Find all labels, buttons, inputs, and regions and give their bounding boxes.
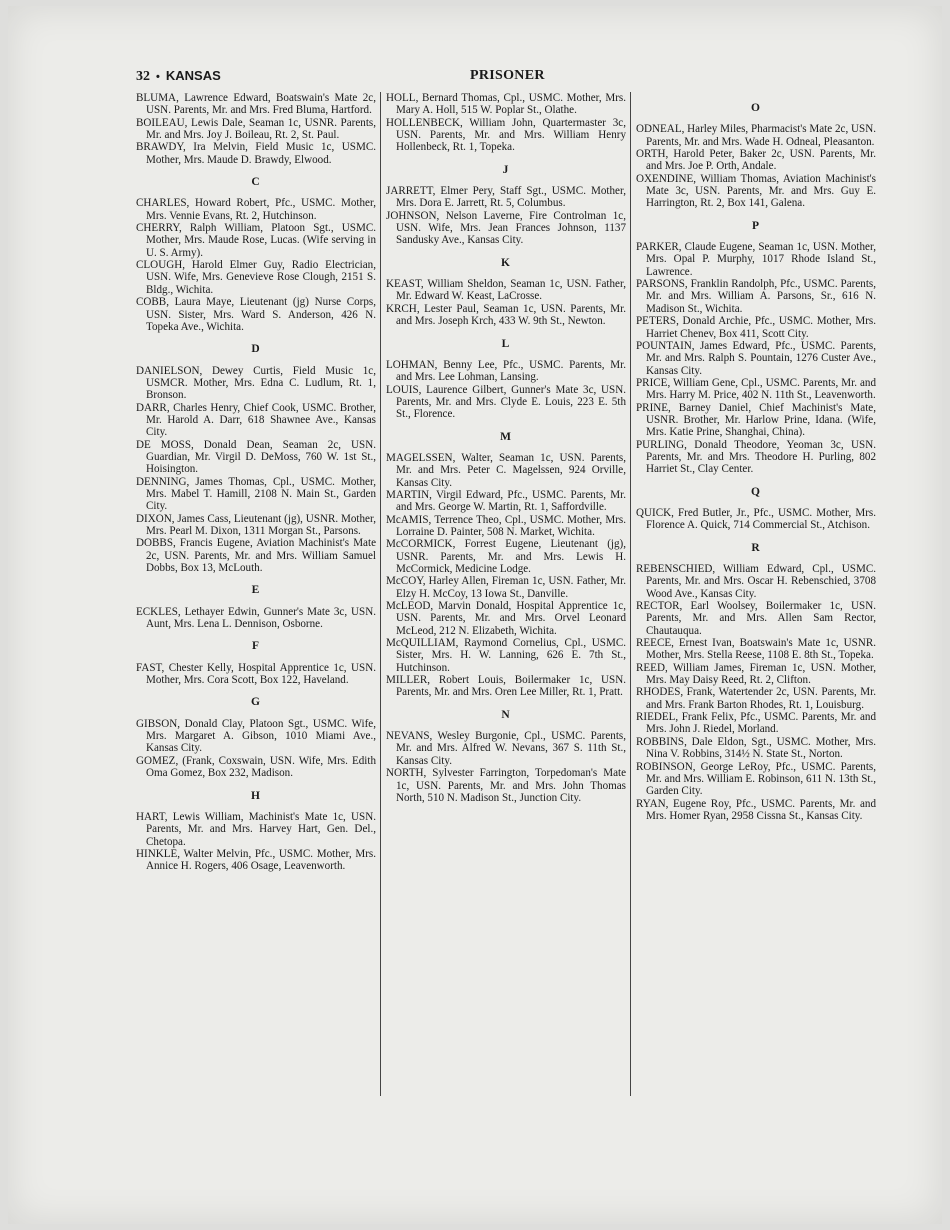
prisoner-entry: JOHNSON, Nelson Laverne, Fire Controlman 1c, USN. Wife, Mrs. Jean Frances Johnson, 1137 Sandusky Ave., Kansas City. bbox=[386, 209, 626, 247]
section-letter-q: Q bbox=[751, 485, 761, 498]
section-letter-k: K bbox=[501, 256, 511, 269]
page-header bbox=[136, 68, 876, 88]
prisoner-entry: McCOY, Harley Allen, Fireman 1c, USN. Father, Mr. Elzy H. McCoy, 13 Iowa St., Danville. bbox=[386, 575, 626, 600]
column-divider bbox=[380, 92, 381, 1096]
prisoner-entry: NEVANS, Wesley Burgonie, Cpl., USMC. Parents, Mr. and Mrs. Alfred W. Nevans, 367 S. 11th St., Kansas City. bbox=[386, 730, 626, 767]
section-letter-j: J bbox=[502, 163, 510, 176]
prisoner-entry: BLUMA, Lawrence Edward, Boatswain's Mate 2c, USN. Parents, Mr. and Mrs. Fred Bluma, Hartford. bbox=[136, 92, 376, 117]
column-2 bbox=[386, 92, 626, 804]
prisoner-entry: PETERS, Donald Archie, Pfc., USMC. Mother, Mrs. Harriet Chenev, Box 411, Scott City. bbox=[636, 315, 876, 340]
prisoner-entry: PARSONS, Franklin Randolph, Pfc., USMC. Parents, Mr. and Mrs. William A. Parsons, Sr., 616 N. Madison St., Wichita. bbox=[636, 278, 876, 315]
prisoner-entry: CLOUGH, Harold Elmer Guy, Radio Electrician, USN. Wife, Mrs. Genevieve Rose Clough, 2151 S. Bldg., Wichita. bbox=[136, 259, 376, 296]
prisoner-entry: OXENDINE, William Thomas, Aviation Machinist's Mate 3c, USN. Parents, Mr. and Mrs. Guy E. Harrington, Rt. 2, Box 141, Galena. bbox=[636, 172, 876, 210]
prisoner-entry: MARTIN, Virgil Edward, Pfc., USMC. Parents, Mr. and Mrs. George W. Martin, Rt. 1, Saffordville. bbox=[386, 488, 626, 514]
prisoner-entry: ECKLES, Lethayer Edwin, Gunner's Mate 3c, USN. Aunt, Mrs. Lena L. Dennison, Osborne. bbox=[136, 605, 376, 631]
prisoner-entry: DE MOSS, Donald Dean, Seaman 2c, USN. Guardian, Mr. Virgil D. DeMoss, 760 W. 1st St., Hoisington. bbox=[136, 438, 376, 476]
prisoner-entry: MAGELSSEN, Walter, Seaman 1c, USN. Parents, Mr. and Mrs. Peter C. Magelssen, 924 Orville, Kansas City. bbox=[386, 451, 626, 489]
section-letter-f: F bbox=[251, 640, 261, 653]
prisoner-entry: PRINE, Barney Daniel, Chief Machinist's Mate, USNR. Brother, Mr. Harlow Prine, Idana. (Wife, Mrs. Katie Prine, Shanghai, China). bbox=[636, 401, 876, 439]
prisoner-entry: REED, William James, Fireman 1c, USN. Mother, Mrs. May Daisy Reed, Rt. 2, Clifton. bbox=[636, 661, 876, 687]
prisoner-entry: KRCH, Lester Paul, Seaman 1c, USN. Parents, Mr. and Mrs. Joseph Krch, 433 W. 9th St., Newton. bbox=[386, 302, 626, 328]
prisoner-entry: REECE, Ernest Ivan, Boatswain's Mate 1c, USNR. Mother, Mrs. Stella Reese, 1108 E. 8th St., Topeka. bbox=[636, 637, 876, 662]
prisoner-entry: LOUIS, Laurence Gilbert, Gunner's Mate 3c, USN. Parents, Mr. and Mrs. Clyde E. Louis, 223 E. 5th St., Florence. bbox=[386, 383, 626, 421]
prisoner-entry: MILLER, Robert Louis, Boilermaker 1c, USN. Parents, Mr. and Mrs. Oren Lee Miller, Rt. 1, Pratt. bbox=[386, 674, 626, 699]
prisoner-entry: BRAWDY, Ira Melvin, Field Music 1c, USMC. Mother, Mrs. Maude D. Brawdy, Elwood. bbox=[136, 141, 376, 166]
section-letter-h: H bbox=[251, 789, 261, 802]
prisoner-entry: HOLLENBECK, William John, Quartermaster 3c, USN. Parents, Mr. and Mrs. William Henry Hollenbeck, Rt. 1, Topeka. bbox=[386, 116, 626, 154]
section-letter-e: E bbox=[251, 584, 261, 597]
prisoner-entry: DENNING, James Thomas, Cpl., USMC. Mother, Mrs. Mabel T. Hamill, 2108 N. Main St., Garden City. bbox=[136, 475, 376, 513]
section-letter-l: L bbox=[501, 337, 511, 350]
column-divider bbox=[630, 92, 631, 1096]
prisoner-entry: GOMEZ, (Frank, Coxswain, USN. Wife, Mrs. Edith Oma Gomez, Box 232, Madison. bbox=[136, 754, 376, 780]
prisoner-entry: GIBSON, Donald Clay, Platoon Sgt., USMC. Wife, Mrs. Margaret A. Gibson, 1010 Miami Ave., Kansas City. bbox=[136, 717, 376, 755]
section-title: PRISONER bbox=[470, 68, 545, 83]
prisoner-entry: COBB, Laura Maye, Lieutenant (jg) Nurse Corps, USN. Sister, Mrs. Ward S. Anderson, 426 N. Topeka Ave., Wichita. bbox=[136, 296, 376, 333]
prisoner-entry: FAST, Chester Kelly, Hospital Apprentice 1c, USN. Mother, Mrs. Cora Scott, Box 122, Haveland. bbox=[136, 661, 376, 687]
section-letter-d: D bbox=[251, 343, 261, 356]
prisoner-entry: REBENSCHIED, William Edward, Cpl., USMC. Parents, Mr. and Mrs. Oscar H. Rebenschied, 3708 Wood Ave., Kansas City. bbox=[636, 563, 876, 600]
prisoner-entry: ROBINSON, George LeRoy, Pfc., USMC. Parents, Mr. and Mrs. William E. Robinson, 611 N. 13th St., Garden City. bbox=[636, 760, 876, 798]
document-page bbox=[8, 6, 942, 1224]
column-1 bbox=[136, 92, 376, 873]
prisoner-entry: DOBBS, Francis Eugene, Aviation Machinist's Mate 2c, USN. Parents, Mr. and Mrs. William Samuel Dobbs, Box 13, McLouth. bbox=[136, 537, 376, 575]
prisoner-entry: DIXON, James Cass, Lieutenant (jg), USNR. Mother, Mrs. Pearl M. Dixon, 1311 Morgan St., Parsons. bbox=[136, 512, 376, 537]
prisoner-entry: ORTH, Harold Peter, Baker 2c, USN. Parents, Mr. and Mrs. Joe P. Orth, Andale. bbox=[636, 148, 876, 173]
prisoner-entry: POUNTAIN, James Edward, Pfc., USMC. Parents, Mr. and Mrs. Ralph S. Pountain, 1276 Custer Ave., Kansas City. bbox=[636, 339, 876, 377]
prisoner-entry: DARR, Charles Henry, Chief Cook, USMC. Brother, Mr. Harold A. Darr, 618 Shawnee Ave., Kansas City. bbox=[136, 401, 376, 439]
prisoner-entry: ODNEAL, Harley Miles, Pharmacist's Mate 2c, USN. Parents, Mr. and Mrs. Wade H. Odneal, Pleasanton. bbox=[636, 123, 876, 148]
prisoner-entry: QUICK, Fred Butler, Jr., Pfc., USMC. Mother, Mrs. Florence A. Quick, 714 Commercial St., Atchison. bbox=[636, 506, 876, 532]
prisoner-entry: McCORMICK, Forrest Eugene, Lieutenant (jg), USNR. Parents, Mr. and Mrs. Lewis H. McCormick, Medicine Lodge. bbox=[386, 538, 626, 575]
prisoner-entry: PRICE, William Gene, Cpl., USMC. Parents, Mr. and Mrs. Harry M. Price, 402 N. 11th St., Leavenworth. bbox=[636, 376, 876, 402]
prisoner-entry: JARRETT, Elmer Pery, Staff Sgt., USMC. Mother, Mrs. Dora E. Jarrett, Rt. 5, Columbus. bbox=[386, 185, 626, 210]
header-bullet: • bbox=[156, 71, 160, 83]
prisoner-entry: BOILEAU, Lewis Dale, Seaman 1c, USNR. Parents, Mr. and Mrs. Joy J. Boileau, Rt. 2, St. Paul. bbox=[136, 116, 376, 142]
header-left bbox=[136, 68, 221, 85]
prisoner-entry: McLEOD, Marvin Donald, Hospital Apprentice 1c, USN. Parents, Mr. and Mrs. Orvel Leonard McLeod, 212 N. Elizabeth, Wichita. bbox=[386, 600, 626, 637]
prisoner-entry: LOHMAN, Benny Lee, Pfc., USMC. Parents, Mr. and Mrs. Lee Lohman, Lansing. bbox=[386, 358, 626, 384]
prisoner-entry: PARKER, Claude Eugene, Seaman 1c, USN. Mother, Mrs. Opal P. Murphy, 1017 Rhode Island St., Lawrence. bbox=[636, 241, 876, 278]
prisoner-entry: RYAN, Eugene Roy, Pfc., USMC. Parents, Mr. and Mrs. Homer Ryan, 2958 Cissna St., Kansas City. bbox=[636, 797, 876, 822]
prisoner-entry: HOLL, Bernard Thomas, Cpl., USMC. Mother, Mrs. Mary A. Holl, 515 W. Poplar St., Olathe. bbox=[386, 92, 626, 117]
prisoner-entry: PURLING, Donald Theodore, Yeoman 3c, USN. Parents, Mr. and Mrs. Theodore H. Purling, 802 Harriet St., Clay Center. bbox=[636, 438, 876, 476]
prisoner-entry: KEAST, William Sheldon, Seaman 1c, USN. Father, Mr. Edward W. Keast, LaCrosse. bbox=[386, 278, 626, 303]
prisoner-entry: McAMIS, Terrence Theo, Cpl., USMC. Mother, Mrs. Lorraine D. Painter, 508 N. Market, Wichita. bbox=[386, 513, 626, 538]
prisoner-entry: McQUILLIAM, Raymond Cornelius, Cpl., USMC. Sister, Mrs. H. W. Lanning, 626 E. 7th St., Hutchinson. bbox=[386, 637, 626, 674]
section-letter-o: O bbox=[751, 102, 761, 114]
section-letter-p: P bbox=[751, 219, 761, 232]
prisoner-entry: CHERRY, Ralph William, Platoon Sgt., USMC. Mother, Mrs. Maude Rose, Lucas. (Wife serving in U. S. Army). bbox=[136, 222, 376, 259]
state-name: KANSAS bbox=[165, 68, 221, 83]
prisoner-entry: RIEDEL, Frank Felix, Pfc., USMC. Parents, Mr. and Mrs. John J. Riedel, Morland. bbox=[636, 711, 876, 736]
section-letter-r: R bbox=[751, 541, 761, 554]
section-letter-n: N bbox=[501, 708, 511, 721]
prisoner-entry: HART, Lewis William, Machinist's Mate 1c, USN. Parents, Mr. and Mrs. Harvey Hart, Gen. Del., Chetopa. bbox=[136, 810, 376, 848]
section-letter-m: M bbox=[500, 430, 512, 443]
prisoner-entry: CHARLES, Howard Robert, Pfc., USMC. Mother, Mrs. Vennie Evans, Rt. 2, Hutchinson. bbox=[136, 197, 376, 222]
prisoner-entry: RHODES, Frank, Watertender 2c, USN. Parents, Mr. and Mrs. Frank Barton Rhodes, Rt. 1, Louisburg. bbox=[636, 686, 876, 711]
prisoner-entry: HINKLE, Walter Melvin, Pfc., USMC. Mother, Mrs. Annice H. Rogers, 406 Osage, Leavenworth. bbox=[136, 847, 376, 873]
prisoner-entry: ROBBINS, Dale Eldon, Sgt., USMC. Mother, Mrs. Nina V. Robbins, 314½ N. State St., Norton. bbox=[636, 735, 876, 761]
section-letter-g: G bbox=[251, 696, 261, 709]
prisoner-entry: DANIELSON, Dewey Curtis, Field Music 1c, USMCR. Mother, Mrs. Edna C. Ludlum, Rt. 1, Bronson. bbox=[136, 364, 376, 402]
prisoner-entry: NORTH, Sylvester Farrington, Torpedoman's Mate 1c, USN. Parents, Mr. and Mrs. John Thomas North, 510 N. Madison St., Junction City. bbox=[386, 767, 626, 804]
page-number: 32 bbox=[136, 69, 150, 84]
prisoner-entry: RECTOR, Earl Woolsey, Boilermaker 1c, USN. Parents, Mr. and Mrs. Allen Sam Rector, Chautauqua. bbox=[636, 600, 876, 637]
section-letter-c: C bbox=[251, 176, 261, 189]
column-3 bbox=[636, 92, 876, 822]
